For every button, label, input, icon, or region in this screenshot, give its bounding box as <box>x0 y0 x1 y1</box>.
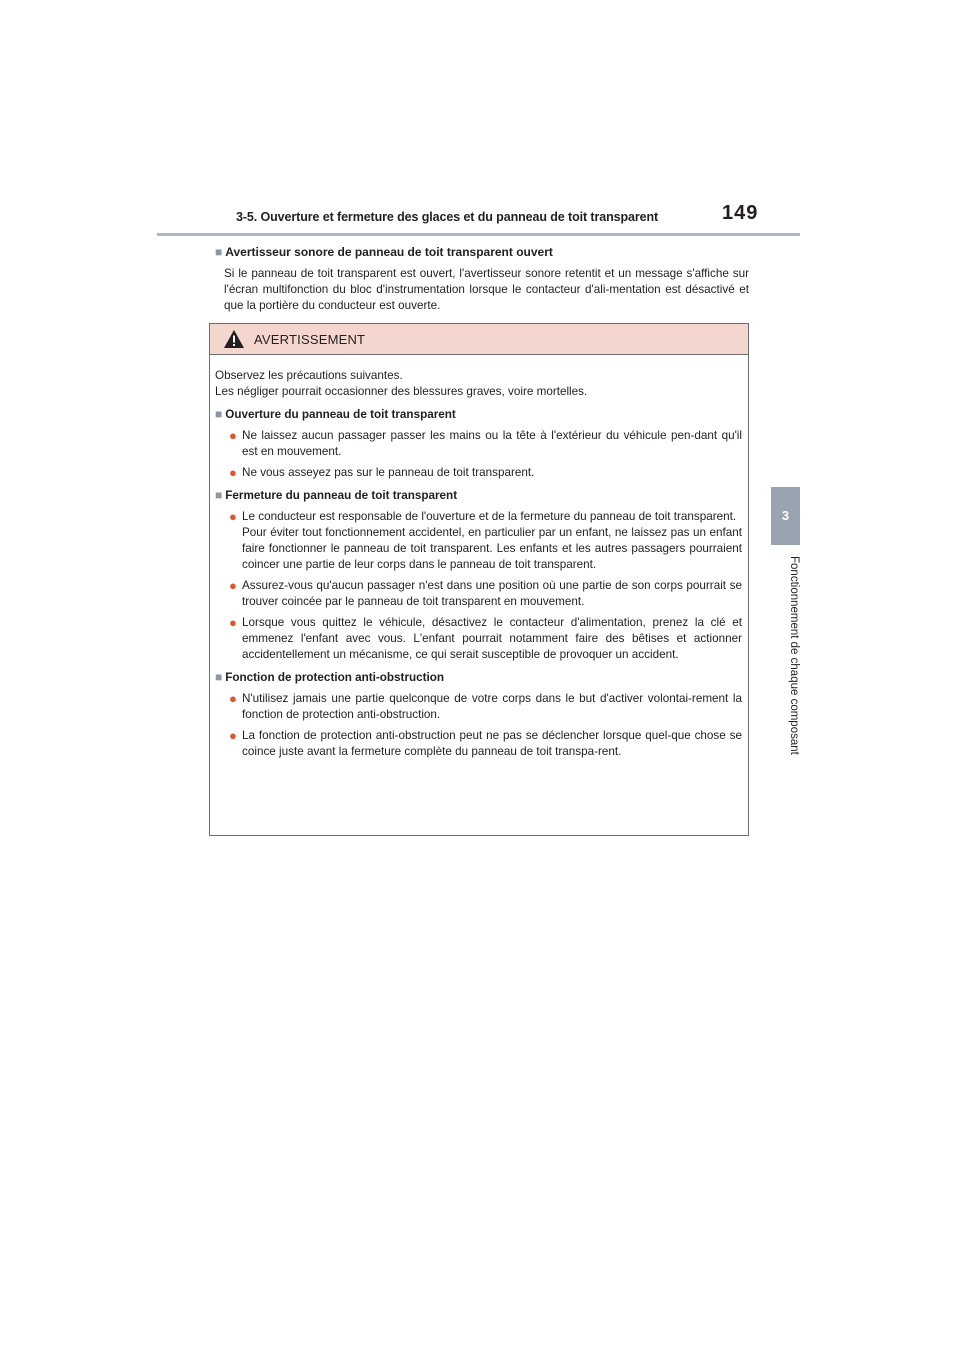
warning-header <box>210 324 748 355</box>
round-bullet-icon: ● <box>229 691 237 706</box>
warning-bullet <box>229 615 742 663</box>
warning-bullet-text-extra: Pour éviter tout fonctionnement accidentel, en particulier par un enfant, ne laissez pas un enfant faire fonctionner le panneau de toit transparent. Les enfants et les autres passagers pourraient coincer une partie de leur corps dans le panneau de toit transparent. <box>242 526 742 571</box>
warning-group-heading-text: Ouverture du panneau de toit transparent <box>225 408 456 421</box>
round-bullet-icon: ● <box>229 428 237 443</box>
round-bullet-icon: ● <box>229 465 237 480</box>
warning-group-heading-text: Fermeture du panneau de toit transparent <box>225 489 458 502</box>
warning-intro-2: Les négliger pourrait occasionner des blessures graves, voire mortelles. <box>215 385 588 398</box>
warning-group-heading <box>215 406 742 423</box>
warning-bullet-text <box>242 509 742 573</box>
square-bullet-icon: ■ <box>215 245 223 259</box>
warning-intro-1: Observez les précautions suivantes. <box>215 369 403 382</box>
section-heading-text: Avertisseur sonore de panneau de toit transparent ouvert <box>225 245 553 259</box>
warning-bullet-text: N'utilisez jamais une partie quelconque de votre corps dans le but d'activer volontai-rement la fonction de protection anti-obstruction. <box>242 692 742 721</box>
warning-bullet-text: Ne vous asseyez pas sur le panneau de toit transparent. <box>242 466 535 479</box>
warning-title: AVERTISSEMENT <box>254 331 366 347</box>
page-header-title: 3-5. Ouverture et fermeture des glaces et du panneau de toit transparent <box>236 210 659 224</box>
chapter-label: Fonctionnement de chaque composant <box>788 556 800 755</box>
warning-bullet <box>229 465 742 481</box>
warning-box <box>209 323 749 836</box>
section-body: Si le panneau de toit transparent est ouvert, l'avertisseur sonore retentit et un message s'affiche sur l'écran multifonction du bloc d'instrumentation lorsque le contacteur d'ali-mentation est désactivé et que la portière du conducteur est ouverte. <box>224 267 749 312</box>
round-bullet-icon: ● <box>229 728 237 743</box>
square-bullet-icon: ■ <box>215 407 223 421</box>
square-bullet-icon: ■ <box>215 488 223 502</box>
warning-group-heading-text: Fonction de protection anti-obstruction <box>225 671 445 684</box>
square-bullet-icon: ■ <box>215 670 223 684</box>
warning-bullet <box>229 428 742 460</box>
warning-bullet <box>229 509 742 573</box>
section-heading <box>215 244 749 260</box>
round-bullet-icon: ● <box>229 509 237 524</box>
warning-bullet <box>229 691 742 723</box>
warning-triangle-icon <box>223 329 245 349</box>
warning-bullet-text: Assurez-vous qu'aucun passager n'est dans une position où une partie de son corps pourrait se trouver coincée par le panneau de toit transparent en mouvement. <box>242 579 742 608</box>
warning-content <box>210 355 748 760</box>
warning-bullet <box>229 578 742 610</box>
warning-group-heading <box>215 487 742 504</box>
round-bullet-icon: ● <box>229 615 237 630</box>
warning-bullet-text-main: Le conducteur est responsable de l'ouverture et de la fermeture du panneau de toit transparent. <box>242 510 737 523</box>
warning-bullet-text: La fonction de protection anti-obstruction peut ne pas se déclencher lorsque quel-que chose se coince juste avant la fermeture complète du panneau de toit transpa-rent. <box>242 729 742 758</box>
section-open-roof-buzzer <box>215 244 749 314</box>
warning-bullet <box>229 728 742 760</box>
warning-bullet-text: Ne laissez aucun passager passer les mains ou la tête à l'extérieur du véhicule pen-dant qu'il est en mouvement. <box>242 429 742 458</box>
warning-bullet-text: Lorsque vous quittez le véhicule, désactivez le contacteur d'alimentation, prenez la clé et emmenez l'enfant avec vous. L'enfant pourrait notamment faire des bêtises et actionner accidentellement un mécanisme, ce qui serait susceptible de provoquer un accident. <box>242 616 742 661</box>
header-rule <box>157 233 800 236</box>
warning-group-heading <box>215 669 742 686</box>
round-bullet-icon: ● <box>229 578 237 593</box>
chapter-tab: 3 <box>771 487 800 545</box>
page-number: 149 <box>722 202 759 224</box>
